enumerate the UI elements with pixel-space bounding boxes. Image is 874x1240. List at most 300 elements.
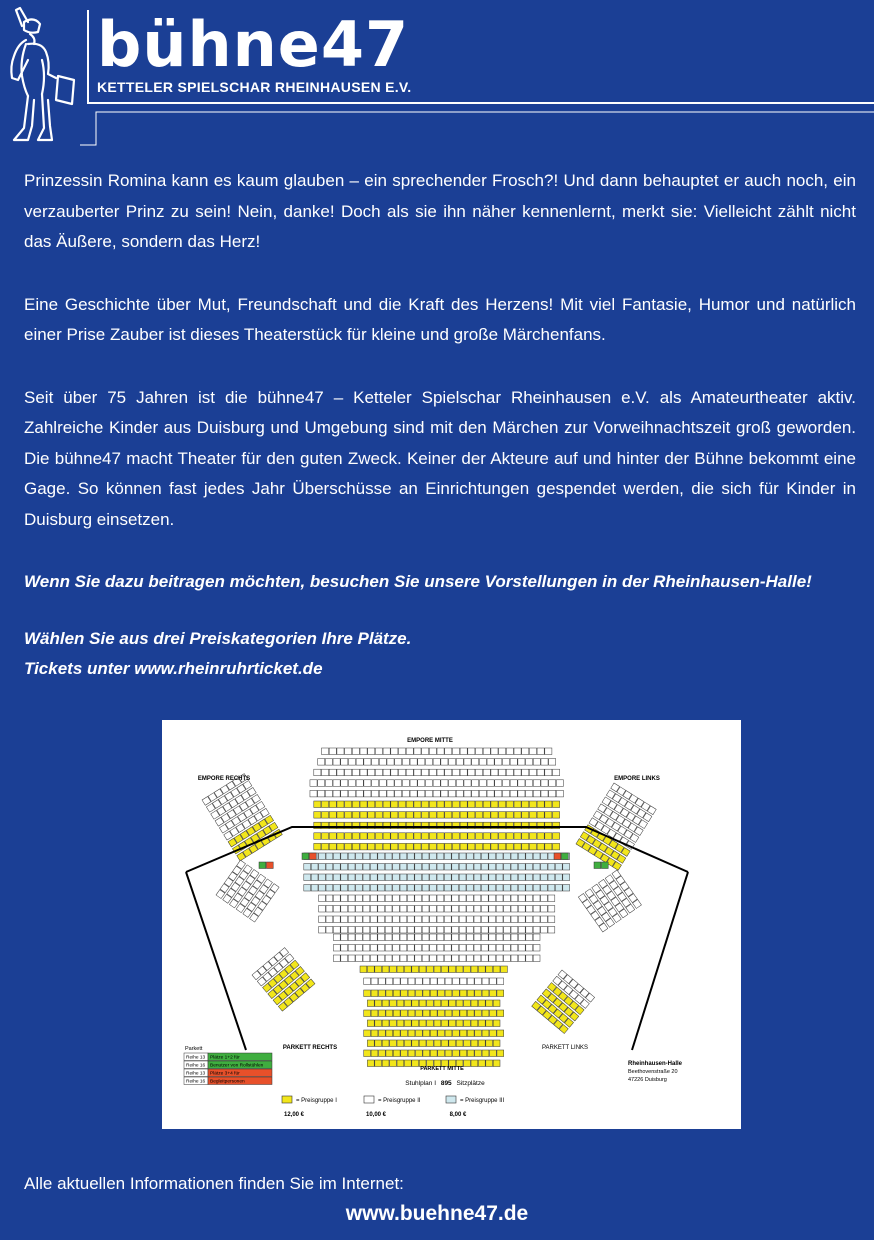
seat (326, 927, 333, 934)
seat (391, 748, 398, 755)
seat (390, 966, 397, 973)
legend-row-text: Begleitpersonen (210, 1079, 245, 1085)
seat (497, 978, 504, 985)
seat (360, 843, 367, 850)
seat (545, 801, 552, 808)
legend-row-text: Plätze 1+2 für (210, 1055, 240, 1061)
seat (422, 864, 429, 871)
seat (456, 1040, 463, 1047)
seat (401, 978, 408, 985)
seat (430, 864, 437, 871)
seat (397, 1040, 404, 1047)
seat (518, 874, 525, 881)
seat (468, 812, 475, 819)
seat (423, 1050, 430, 1057)
seat (511, 934, 518, 941)
seat (322, 812, 329, 819)
seat (385, 916, 392, 923)
seat (333, 864, 340, 871)
price-group-label: = Preisgruppe I (296, 1098, 337, 1104)
seat (518, 945, 525, 952)
seat (311, 864, 318, 871)
price-group-price: 8,00 € (449, 1112, 467, 1118)
seat (363, 906, 370, 913)
seat (514, 812, 521, 819)
seat (481, 874, 488, 881)
seat (422, 769, 429, 776)
seat (537, 769, 544, 776)
seat (345, 801, 352, 808)
paragraph-about: Seit über 75 Jahren ist die bühne47 – Ketteler Spielschar Rheinhausen e.V. als Amateurtheater aktiv. Zahlreiche Kinder aus Duisburg und Umgebung sind mit den Märchen zur Vorweihnachtszeit groß geworden. Die bühne47 macht Theater für den guten Zweck. Keiner der Akteure auf und hinter der Bühne bekommt eine Gage. So können fast jedes Jahr Überschüsse an Einrichtungen gespendet werden, die sich für Kinder in Duisburg einsetzen. (24, 387, 856, 529)
seat (445, 990, 452, 997)
seat (385, 955, 392, 962)
seat (444, 874, 451, 881)
seat (356, 934, 363, 941)
legend-row-label: Reihe 16 (186, 1079, 206, 1085)
seat (489, 927, 496, 934)
seat (504, 934, 511, 941)
seat (356, 780, 363, 787)
seat (437, 885, 444, 892)
seat (311, 885, 318, 892)
seat (348, 874, 355, 881)
seat (496, 906, 503, 913)
seat (314, 769, 321, 776)
stuhlplan-caption: Stuhlplan I 895 Sitzplätze (405, 1080, 485, 1087)
seat (393, 990, 400, 997)
seat (452, 769, 459, 776)
label-empore-links: EMPORE LINKS (614, 776, 660, 782)
seat (496, 934, 503, 941)
seat (356, 759, 363, 766)
seat (549, 780, 556, 787)
seat (333, 874, 340, 881)
seat (456, 1020, 463, 1027)
seat (407, 955, 414, 962)
seat (430, 885, 437, 892)
seat (459, 934, 466, 941)
seat (518, 864, 525, 871)
seat (504, 895, 511, 902)
seat (379, 1050, 386, 1057)
seat (526, 759, 533, 766)
seat (364, 759, 371, 766)
seat (555, 864, 562, 871)
seat (393, 1010, 400, 1017)
seat (416, 1030, 423, 1037)
seat (533, 955, 540, 962)
seat (352, 812, 359, 819)
seat (514, 833, 521, 840)
seat (449, 790, 456, 797)
venue-city: 47226 Duisburg (628, 1077, 667, 1083)
seat (501, 966, 508, 973)
seat (502, 790, 509, 797)
seat (385, 945, 392, 952)
seat (479, 790, 486, 797)
seat (356, 945, 363, 952)
seat (490, 1030, 497, 1037)
seat (474, 945, 481, 952)
seat (427, 1040, 434, 1047)
seat (476, 843, 483, 850)
seat (489, 895, 496, 902)
seat (526, 790, 533, 797)
seat (460, 843, 467, 850)
seat (496, 955, 503, 962)
seat (526, 945, 533, 952)
seat (322, 748, 329, 755)
seat (430, 978, 437, 985)
seat (363, 874, 370, 881)
seat (430, 916, 437, 923)
seat (445, 978, 452, 985)
seat (400, 864, 407, 871)
seat (553, 801, 560, 808)
seat (529, 833, 536, 840)
seat (341, 853, 348, 860)
seat (393, 978, 400, 985)
seat (352, 769, 359, 776)
seat (425, 780, 432, 787)
seat (430, 945, 437, 952)
seat (407, 945, 414, 952)
seat (529, 748, 536, 755)
seat (481, 885, 488, 892)
seat (533, 790, 540, 797)
seat (464, 1040, 471, 1047)
seat (479, 759, 486, 766)
seat (437, 801, 444, 808)
seat (397, 966, 404, 973)
seat (397, 1060, 404, 1067)
seat (382, 1020, 389, 1027)
seat (429, 843, 436, 850)
brand-subtitle: KETTELER SPIELSCHAR RHEINHAUSEN E.V. (97, 79, 412, 95)
seat (482, 990, 489, 997)
seat (393, 1030, 400, 1037)
price-group-label: = Preisgruppe III (460, 1098, 505, 1104)
seat (415, 885, 422, 892)
seat (400, 906, 407, 913)
seat (341, 916, 348, 923)
seat (476, 833, 483, 840)
seat (393, 885, 400, 892)
seat (333, 759, 340, 766)
seat (444, 927, 451, 934)
seat (399, 769, 406, 776)
seat (430, 990, 437, 997)
seat (348, 927, 355, 934)
seat (467, 927, 474, 934)
seat (518, 885, 525, 892)
seat (497, 1030, 504, 1037)
seat (504, 916, 511, 923)
seat (319, 885, 326, 892)
seat (333, 945, 340, 952)
seat (360, 833, 367, 840)
seat (511, 853, 518, 860)
seat (406, 843, 413, 850)
seat (514, 748, 521, 755)
seat (422, 885, 429, 892)
seat (489, 853, 496, 860)
seat (363, 955, 370, 962)
seat (511, 955, 518, 962)
seat (548, 927, 555, 934)
seat (460, 801, 467, 808)
seat (456, 780, 463, 787)
seat (329, 843, 336, 850)
seat (499, 748, 506, 755)
seat (499, 833, 506, 840)
seat (441, 780, 448, 787)
seat (363, 885, 370, 892)
seat (391, 843, 398, 850)
seat (467, 1010, 474, 1017)
seat (474, 885, 481, 892)
seat (422, 812, 429, 819)
seat (393, 1050, 400, 1057)
seat (333, 790, 340, 797)
seat (329, 801, 336, 808)
seat (407, 853, 414, 860)
seat (533, 927, 540, 934)
seat (406, 769, 413, 776)
seat (393, 916, 400, 923)
seat (437, 833, 444, 840)
seat (370, 906, 377, 913)
seat (370, 927, 377, 934)
seat (541, 916, 548, 923)
seat (537, 801, 544, 808)
seat (474, 934, 481, 941)
seat (387, 790, 394, 797)
seat (356, 885, 363, 892)
seat (481, 955, 488, 962)
seat (412, 966, 419, 973)
seat (495, 790, 502, 797)
seat (504, 927, 511, 934)
seat (476, 812, 483, 819)
seat (337, 833, 344, 840)
seat (468, 769, 475, 776)
seat (419, 966, 426, 973)
seat (416, 990, 423, 997)
seat (414, 833, 421, 840)
seat (491, 748, 498, 755)
seat (378, 864, 385, 871)
seat (408, 1030, 415, 1037)
seat (467, 955, 474, 962)
seat (518, 853, 525, 860)
seat (444, 895, 451, 902)
seat (404, 966, 411, 973)
seat (333, 853, 340, 860)
seat (495, 759, 502, 766)
paragraph-story: Prinzessin Romina kann es kaum glauben – ein sprechender Frosch?! Und dann behauptet er auch noch, ein verzauberter Prinz zu sein! Nein, danke! Doch als sie ihn näher kennenlernt, merkt sie: Vielleicht zählt nicht das Äußere, sondern das Herz! (24, 171, 856, 251)
seat (378, 895, 385, 902)
footer-info: Alle aktuellen Informationen finden Sie im Internet: (24, 1174, 404, 1193)
seat (445, 769, 452, 776)
seat (459, 853, 466, 860)
seat (453, 1010, 460, 1017)
seat (404, 1000, 411, 1007)
seat (427, 966, 434, 973)
seat (430, 895, 437, 902)
seat (489, 864, 496, 871)
legend-row-text: Plätze 3+4 für (210, 1071, 240, 1077)
seat (449, 1040, 456, 1047)
seat (382, 1000, 389, 1007)
seat (393, 874, 400, 881)
seat (483, 812, 490, 819)
seat (475, 990, 482, 997)
seat (311, 874, 318, 881)
seat (496, 895, 503, 902)
seat (387, 780, 394, 787)
seat (429, 801, 436, 808)
seat (459, 895, 466, 902)
seat (333, 916, 340, 923)
seat (371, 978, 378, 985)
seat (401, 990, 408, 997)
seat (400, 895, 407, 902)
seat (437, 955, 444, 962)
seat (370, 955, 377, 962)
seat (481, 927, 488, 934)
seat (356, 864, 363, 871)
seat (437, 945, 444, 952)
seat (510, 790, 517, 797)
seat (326, 906, 333, 913)
seat (422, 874, 429, 881)
seat (459, 864, 466, 871)
seat (445, 748, 452, 755)
seat (383, 748, 390, 755)
seat (341, 790, 348, 797)
seat (514, 843, 521, 850)
seat (499, 801, 506, 808)
website-link[interactable]: www.buehne47.de (345, 1202, 529, 1225)
seat (434, 1040, 441, 1047)
seat (467, 853, 474, 860)
seat (414, 801, 421, 808)
seat (427, 1020, 434, 1027)
seat (310, 780, 317, 787)
seat (302, 853, 309, 860)
paragraph-tickets (24, 624, 856, 685)
seat (445, 801, 452, 808)
seat (518, 927, 525, 934)
seat (459, 906, 466, 913)
seat (319, 916, 326, 923)
seat (368, 833, 375, 840)
seat (467, 906, 474, 913)
seat (486, 1060, 493, 1067)
seat (382, 966, 389, 973)
seat (496, 853, 503, 860)
tickets-price-categories: Wählen Sie aus drei Preiskategorien Ihre Plätze. (24, 628, 412, 648)
seat (319, 874, 326, 881)
seat (464, 759, 471, 766)
seat (378, 853, 385, 860)
seat (438, 1030, 445, 1037)
seat (526, 895, 533, 902)
seat (445, 843, 452, 850)
seat (319, 853, 326, 860)
seat (363, 853, 370, 860)
seat (511, 945, 518, 952)
seat (545, 843, 552, 850)
seat (422, 916, 429, 923)
seat (452, 885, 459, 892)
seat (422, 927, 429, 934)
seat (422, 748, 429, 755)
seat (471, 1060, 478, 1067)
seat (464, 966, 471, 973)
seat (518, 780, 525, 787)
seat (491, 801, 498, 808)
seat (522, 748, 529, 755)
seat (467, 978, 474, 985)
seat (493, 1000, 500, 1007)
legend-row-label: Reihe 16 (186, 1063, 206, 1069)
seat (378, 955, 385, 962)
seat (418, 780, 425, 787)
seat (429, 833, 436, 840)
seating-plan (162, 720, 741, 1129)
seat (493, 1040, 500, 1047)
venue-name: Rheinhausen-Halle (628, 1061, 683, 1067)
seat (526, 955, 533, 962)
seat (414, 843, 421, 850)
seat (352, 801, 359, 808)
seat (537, 843, 544, 850)
seat (390, 1020, 397, 1027)
seat (452, 927, 459, 934)
seat (490, 1010, 497, 1017)
seat (393, 927, 400, 934)
seat (404, 1020, 411, 1027)
seat (430, 955, 437, 962)
seat (533, 759, 540, 766)
seat (506, 812, 513, 819)
seat (460, 748, 467, 755)
seat (375, 812, 382, 819)
seat (514, 769, 521, 776)
seat (529, 843, 536, 850)
seat (352, 843, 359, 850)
seat (391, 801, 398, 808)
seat (453, 1050, 460, 1057)
seat (399, 833, 406, 840)
seat (481, 906, 488, 913)
seat (412, 1060, 419, 1067)
seat (445, 1030, 452, 1037)
seat (502, 780, 509, 787)
seat (372, 759, 379, 766)
seat (422, 945, 429, 952)
seat (422, 801, 429, 808)
seat (522, 801, 529, 808)
seat (456, 790, 463, 797)
legend-row-text: Benutzer von Rollstühlen (210, 1063, 264, 1069)
seat (314, 843, 321, 850)
seat (467, 934, 474, 941)
seat (493, 1020, 500, 1027)
seat (490, 990, 497, 997)
